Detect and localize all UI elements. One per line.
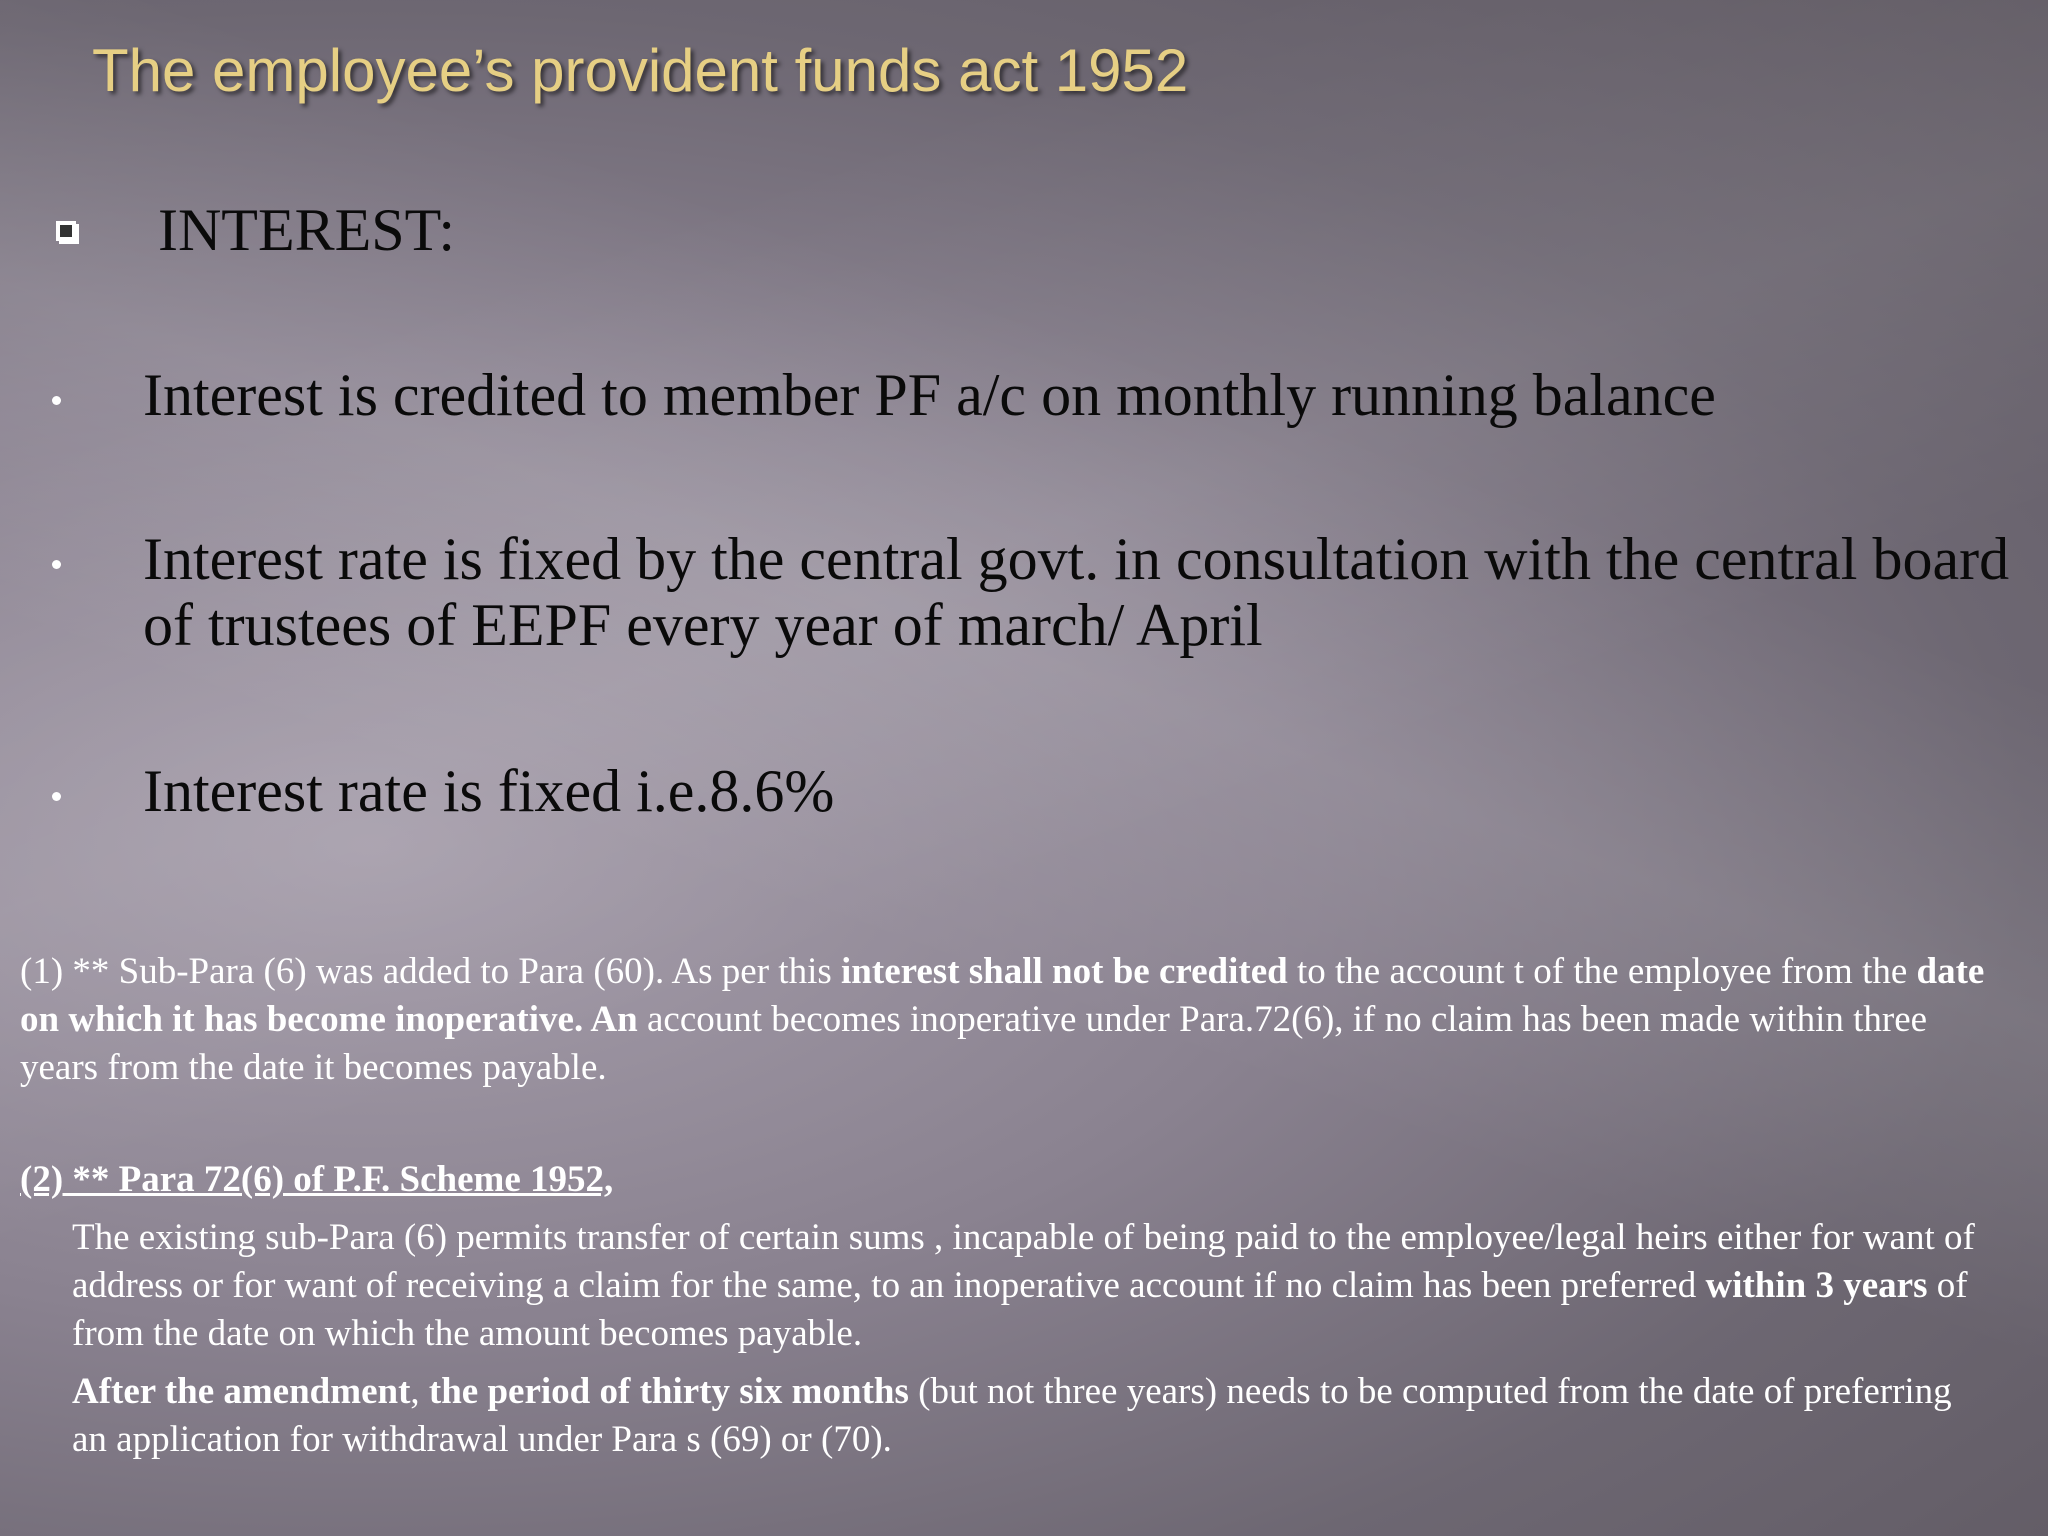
footnote-2-bold: the period of thirty six months <box>428 1371 909 1412</box>
bullet-text: Interest rate is fixed i.e.8.6% <box>143 758 835 824</box>
footnote-2-heading: (2) ** Para 72(6) of P.F. Scheme 1952, <box>20 1159 614 1200</box>
footnote-2-paragraph <box>72 1214 1992 1358</box>
bullet-item <box>52 362 2023 428</box>
bullet-dot-icon <box>52 792 61 801</box>
footnote-2-text: The existing sub-Para (6) permits transfer of certain sums , incapable of being paid to the employee/legal heirs either for want of address or for want of receiving a claim for the same, to an inoperative account if no claim has been preferred <box>72 1217 1975 1306</box>
footnote-1-bold: interest shall not be credited <box>841 951 1288 992</box>
bullet-text: Interest rate is fixed by the central govt. in consultation with the central board of trustees of EEPF every year of march/ April <box>143 526 2010 658</box>
footnote-1-text: (1) ** Sub-Para (6) was added to Para (60). As per this <box>20 951 842 992</box>
footnote-2-text: , <box>410 1371 429 1412</box>
footnote-2-text: (but not three years) needs to be computed from the date of preferring an application for withdrawal under Para s (69) or (70). <box>72 1371 1952 1460</box>
footnote-2-paragraph <box>72 1368 1992 1464</box>
section-heading <box>56 196 455 265</box>
slide-title: The employee’s provident funds act 1952 <box>92 37 1189 104</box>
footnote-2-body <box>72 1214 1992 1474</box>
footnote-2-bold: After the amendment <box>72 1371 411 1412</box>
section-label: INTEREST: <box>158 197 455 263</box>
footnote-2-bold: within 3 years <box>1705 1265 1928 1306</box>
bullet-item <box>52 758 2023 824</box>
bullet-text: Interest is credited to member PF a/c on monthly running balance <box>143 362 1716 428</box>
bullet-item <box>52 526 2023 658</box>
footnote-1-bold: date on which it has become inoperative. An <box>20 951 1985 1040</box>
footnote-1-text: account becomes inoperative under Para.72(6), if no claim has been made within three years from the date it becomes payable. <box>20 999 1928 1088</box>
bullet-dot-icon <box>52 396 61 405</box>
footnote-2-text: of from the date on which the amount becomes payable. <box>72 1265 1968 1354</box>
bullet-dot-icon <box>52 560 61 569</box>
footnote-1-text: to the account t of the employee from the <box>1287 951 1917 992</box>
checkbox-bullet-icon <box>56 221 76 241</box>
footnote-1 <box>20 948 2010 1092</box>
